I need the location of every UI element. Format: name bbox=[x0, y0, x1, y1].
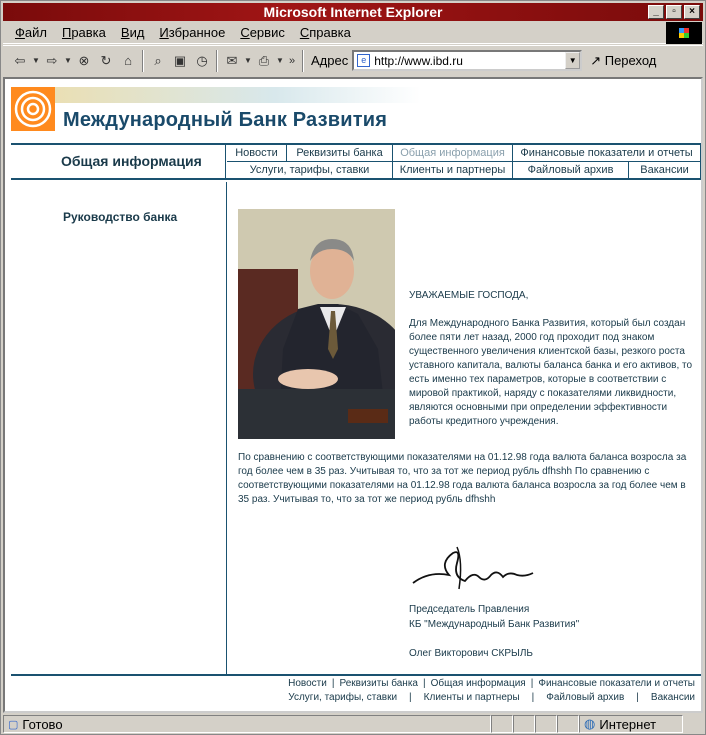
header-gradient bbox=[55, 87, 421, 103]
back-dropdown-icon[interactable]: ▼ bbox=[32, 56, 40, 65]
menu-tools[interactable]: Сервис bbox=[240, 25, 285, 40]
footer-link-vacancies[interactable]: Вакансии bbox=[650, 692, 695, 703]
footer-link-general-info[interactable]: Общая информация bbox=[430, 678, 526, 689]
stop-icon[interactable]: ⊗ bbox=[78, 52, 90, 68]
close-button[interactable]: × bbox=[684, 5, 700, 19]
status-zone: Интернет bbox=[599, 716, 657, 732]
forward-icon[interactable]: ⇨ bbox=[46, 52, 58, 68]
toolbar-overflow-icon[interactable]: » bbox=[288, 54, 296, 67]
footer-link-news[interactable]: Новости bbox=[288, 678, 327, 689]
title-bar bbox=[3, 3, 703, 21]
menu-bar bbox=[3, 22, 703, 44]
footer-link-archive[interactable]: Файловый архив bbox=[546, 692, 625, 703]
back-icon[interactable]: ⇦ bbox=[14, 52, 26, 68]
signatory-name: Олег Викторович СКРЫЛЬ bbox=[409, 648, 533, 659]
menu-help[interactable]: Справка bbox=[299, 25, 351, 40]
nav-row-top bbox=[227, 145, 701, 162]
page-done-icon: ▢ bbox=[8, 718, 19, 731]
footer-link-financial[interactable]: Финансовые показатели и отчеты bbox=[538, 678, 695, 689]
bank-header bbox=[11, 83, 421, 133]
menu-view[interactable]: Вид bbox=[120, 25, 145, 40]
window-title: Microsoft Internet Explorer bbox=[263, 4, 443, 20]
page-viewport bbox=[3, 77, 703, 713]
toolbar bbox=[3, 45, 703, 75]
nav-row-bottom bbox=[227, 162, 701, 178]
footer-row-bottom: Услуги, тарифы, ставки | Клиенты и партнеры | Файловый архив | Вакансии bbox=[288, 692, 695, 703]
bank-name: Международный Банк Развития bbox=[63, 109, 388, 131]
print-dropdown-icon[interactable]: ▼ bbox=[276, 56, 284, 65]
status-cell-empty-2 bbox=[513, 715, 535, 733]
favorites-icon[interactable]: ▣ bbox=[173, 52, 187, 68]
bank-logo-icon bbox=[11, 87, 55, 131]
nav-news[interactable]: Новости bbox=[227, 145, 287, 161]
letter-paragraph: По сравнению с соответствующими показателями на 01.12.98 года валюта баланса возросла за год более чем в 35 раз. Учитывая то, что за тот же период рубль dfhshh По сравнению с соответствующими показателями на 01.12.98 года валюта баланса возросла за год более чем в 35 раз. Учитывая то, что за тот же период рубль dfhshh bbox=[238, 452, 687, 505]
footer-nav bbox=[11, 674, 701, 713]
refresh-icon[interactable]: ↻ bbox=[100, 52, 112, 68]
address-label: Адрес bbox=[311, 53, 349, 68]
mail-icon[interactable]: ✉ bbox=[226, 52, 238, 68]
signatory-title: Председатель Правления bbox=[409, 604, 530, 615]
address-input[interactable] bbox=[352, 50, 582, 71]
status-bar bbox=[3, 714, 703, 734]
main-nav bbox=[11, 143, 701, 180]
print-icon[interactable]: ⎙ bbox=[258, 52, 270, 68]
chairman-photo bbox=[238, 209, 395, 439]
mail-dropdown-icon[interactable]: ▼ bbox=[244, 56, 252, 65]
nav-financial-reports[interactable]: Финансовые показатели и отчеты bbox=[513, 145, 701, 161]
history-icon[interactable]: ◷ bbox=[196, 52, 208, 68]
maximize-button[interactable]: ▫ bbox=[666, 5, 682, 19]
address-url: http://www.ibd.ru bbox=[374, 53, 463, 68]
status-cell-empty-3 bbox=[535, 715, 557, 733]
menu-edit[interactable]: Правка bbox=[61, 25, 106, 40]
home-icon[interactable]: ⌂ bbox=[124, 53, 132, 68]
search-icon[interactable]: ⌕ bbox=[154, 52, 162, 68]
footer-row-top: Новости | Реквизиты банка | Общая информация | Финансовые показатели и отчеты bbox=[288, 678, 695, 689]
status-zone-cell bbox=[579, 715, 683, 733]
letter-body: Для Международного Банка Развития, который был создан более пяти лет назад, 2000 год проходит под знаком существенного увеличения клиентской базы, резкого роста уставного капитала, валюты баланса банка и его активов, то есть именно тех параметров, которые в соответствии с мировой практикой, наряду с показателями ликвидности, являются основными при определении эффективности работы кредитного учреждения. bbox=[409, 318, 693, 427]
status-text-cell bbox=[3, 715, 491, 733]
footer-link-services[interactable]: Услуги, тарифы, ставки bbox=[288, 692, 398, 703]
section-title: Общая информация bbox=[11, 145, 226, 178]
chairman-signature bbox=[409, 541, 539, 601]
sidebar-link-management[interactable]: Руководство банка bbox=[63, 210, 178, 224]
nav-general-info[interactable]: Общая информация bbox=[393, 145, 513, 161]
address-dropdown-icon[interactable]: ▼ bbox=[565, 52, 580, 69]
status-cell-empty-1 bbox=[491, 715, 513, 733]
ie-page-icon: e bbox=[357, 54, 370, 67]
status-text: Готово bbox=[22, 716, 63, 732]
menu-file[interactable]: Файл bbox=[15, 25, 47, 40]
menu-favorites[interactable]: Избранное bbox=[159, 25, 226, 40]
sidebar bbox=[11, 182, 227, 674]
nav-file-archive[interactable]: Файловый архив bbox=[513, 162, 629, 178]
windows-logo-icon bbox=[666, 22, 702, 44]
footer-link-clients[interactable]: Клиенты и партнеры bbox=[423, 692, 520, 703]
signatory-bank: КБ "Международный Банк Развития" bbox=[409, 619, 580, 630]
forward-dropdown-icon[interactable]: ▼ bbox=[64, 56, 72, 65]
nav-vacancies[interactable]: Вакансии bbox=[629, 162, 701, 178]
nav-requisites[interactable]: Реквизиты банка bbox=[287, 145, 393, 161]
status-cell-empty-4 bbox=[557, 715, 579, 733]
internet-globe-icon: ◍ bbox=[584, 716, 596, 731]
footer-link-requisites[interactable]: Реквизиты банка bbox=[339, 678, 418, 689]
go-button[interactable]: ↗ Переход bbox=[590, 52, 657, 68]
nav-clients[interactable]: Клиенты и партнеры bbox=[393, 162, 513, 178]
minimize-button[interactable]: _ bbox=[648, 5, 664, 19]
nav-services[interactable]: Услуги, тарифы, ставки bbox=[227, 162, 393, 178]
letter-greeting: УВАЖАЕМЫЕ ГОСПОДА, bbox=[409, 290, 529, 301]
